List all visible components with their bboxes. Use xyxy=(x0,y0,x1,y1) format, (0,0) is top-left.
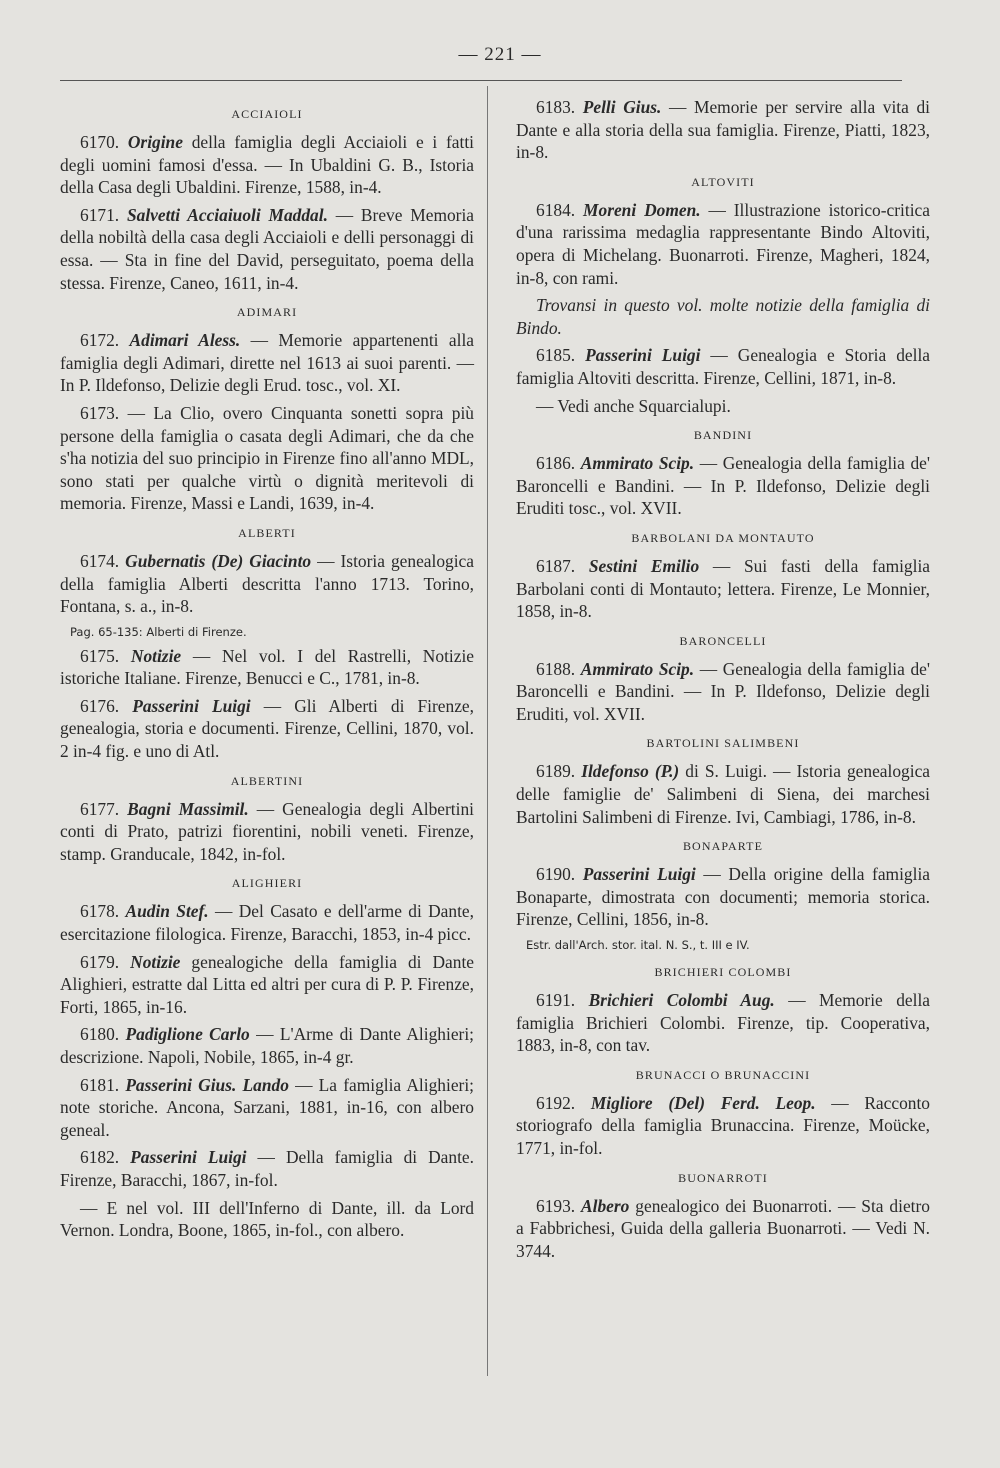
bibliography-entry xyxy=(516,989,930,1057)
entry-text: — L'Arme di Dante Alighieri; descrizione. Napoli, Nobile, 1865, in-4 gr. xyxy=(60,1024,474,1067)
bibliography-entry xyxy=(60,1197,474,1242)
entry-author: Bagni Massimil. xyxy=(127,798,249,819)
entry-text: di S. Luigi. — Istoria genealogica delle famiglie de' Salimbeni di Siena, dei marchesi Bartolini Salimbeni di Firenze. Ivi, Cambiagi, 1786, in-8. xyxy=(516,761,931,827)
section-heading: BANDINI xyxy=(693,428,753,443)
entry-text: della famiglia degli Acciaioli e i fatti degli uomini famosi d'essa. — In Ubaldini G. B., Istoria della Casa degli Ubaldini. Firenze, 1588, in-4. xyxy=(60,132,474,198)
bibliography-entry xyxy=(516,344,930,389)
entry-author: Notizie xyxy=(130,951,181,972)
entry-number: 6193. xyxy=(536,1195,582,1216)
bibliography-entry xyxy=(516,452,930,520)
entry-text: — Memorie appartenenti alla famiglia degli Adimari, dirette nel 1613 ai suoi parenti. — In P. Ildefonso, Delizie degli Erud. tosc., vol. XI. xyxy=(60,330,475,396)
entry-text: — Del Casato e dell'arme di Dante, esercitazione filologica. Firenze, Baracchi, 1853, in-4 picc. xyxy=(60,901,474,945)
bibliography-entry xyxy=(60,1023,474,1068)
entry-note: Estr. dall'Arch. stor. ital. N. S., t. III e IV. xyxy=(526,938,750,953)
entry-text: — Genealogia della famiglia de' Baroncelli e Bandini. — In P. Ildefonso, Delizie degli Eruditi tosc., vol. XVII. xyxy=(516,453,931,519)
entry-author: Adimari Aless. xyxy=(129,330,241,351)
entry-text: genealogico dei Buonarroti. — Sta dietro a Fabbrichesi, Guida della galleria Buonarroti. — Vedi N. 3744. xyxy=(516,1195,930,1261)
bibliography-entry xyxy=(60,951,474,1019)
entry-note: Pag. 65-135: Alberti di Firenze. xyxy=(70,624,247,639)
header-rule xyxy=(60,80,902,81)
bibliography-entry xyxy=(516,760,930,828)
entry-author: Ammirato Scip. xyxy=(580,453,695,474)
entry-author: Padiglione Carlo xyxy=(125,1024,250,1045)
bibliography-entry xyxy=(516,863,930,931)
entry-author: Ildefonso (P.) xyxy=(581,761,680,782)
bibliography-entry xyxy=(516,96,930,164)
entry-author: Ammirato Scip. xyxy=(580,658,695,679)
entry-text: — Memorie della famiglia Brichieri Colombi. Firenze, tip. Cooperativa, 1883, in-8, con tav. xyxy=(516,990,930,1056)
bibliography-entry xyxy=(60,131,474,199)
entry-text: — La famiglia Alighieri; note storiche. Ancona, Sarzani, 1881, in-16, con albero geneal. xyxy=(60,1074,474,1140)
entry-number: 6191. xyxy=(536,990,589,1011)
bibliography-entry xyxy=(516,658,930,726)
bibliography-entry xyxy=(516,395,930,418)
entry-number: 6190. xyxy=(536,864,583,885)
section-heading: ALIGHIERI xyxy=(231,876,303,891)
bibliography-entry xyxy=(60,329,474,397)
entry-author: Passerini Gius. Lando xyxy=(125,1074,289,1095)
entry-text: — Illustrazione istorico-critica d'una rarissima medaglia rappresentante Bindo Altoviti, opera di Michelang. Buonarroti. Firenze, Magheri, 1824, in-8, con rami. xyxy=(516,199,930,288)
entry-text: — Genealogia e Storia della famiglia Altoviti descritta. Firenze, Cellini, 1871, in-8. xyxy=(516,345,931,388)
entry-number: 6188. xyxy=(536,658,581,679)
entry-author: Moreni Domen. xyxy=(583,199,701,220)
entry-number: 6177. xyxy=(80,798,128,819)
entry-author: Salvetti Acciaiuoli Maddal. xyxy=(126,204,328,225)
entry-number: 6176. xyxy=(80,695,133,716)
entry-number: 6184. xyxy=(536,199,584,220)
bibliography-entry xyxy=(60,1074,474,1142)
section-heading: ADIMARI xyxy=(236,305,298,320)
entry-number: 6185. xyxy=(536,345,586,366)
section-heading: BARONCELLI xyxy=(679,633,767,648)
bibliography-entry xyxy=(60,645,474,690)
entry-number: 6173. xyxy=(80,402,128,423)
entry-number: 6192. xyxy=(536,1092,591,1113)
entry-text: — Vedi anche Squarcialupi. xyxy=(536,395,731,416)
bibliography-entry xyxy=(60,1146,474,1191)
entry-text: — E nel vol. III dell'Inferno di Dante, ill. da Lord Vernon. Londra, Boone, 1865, in-fol., con albero. xyxy=(60,1197,474,1241)
entry-author: Notizie xyxy=(130,645,182,666)
bibliography-entry xyxy=(60,695,474,763)
bibliography-entry xyxy=(60,900,474,945)
entry-text: — Genealogia della famiglia de' Baroncelli e Bandini. — In P. Ildefonso, Delizie degli Eruditi, vol. XVII. xyxy=(516,658,931,724)
entry-number: 6187. xyxy=(536,555,589,576)
entry-text: — Nel vol. I del Rastrelli, Notizie istoriche Italiane. Firenze, Benucci e C., 1781, in-8. xyxy=(60,645,474,689)
bibliography-entry xyxy=(60,204,474,294)
entry-author: Sestini Emilio xyxy=(588,555,700,576)
entry-text: — Breve Memoria della nobiltà della casa degli Acciaioli e delli personaggi di essa. — Sta in fine del David, perseguitato, poema della stessa. Firenze, Caneo, 1611, in-4. xyxy=(60,204,475,293)
entry-number: 6180. xyxy=(80,1024,126,1045)
entry-number: 6189. xyxy=(536,761,582,782)
entry-text: — Sui fasti della famiglia Barbolani conti di Montauto; lettera. Firenze, Le Monnier, 1858, in-8. xyxy=(516,555,931,622)
entry-text: — Della origine della famiglia Bonaparte, dimostrata con documenti; memoria storica. Firenze, Cellini, 1856, in-8. xyxy=(516,864,930,930)
entry-author: Passerini Luigi xyxy=(132,695,251,716)
entry-text: — Genealogia degli Albertini conti di Prato, patrizi fiorentini, nobili veneti. Firenze, stamp. Granducale, 1842, in-fol. xyxy=(60,798,474,864)
entry-text: — Della famiglia di Dante. Firenze, Baracchi, 1867, in-fol. xyxy=(60,1147,474,1190)
entry-number: 6181. xyxy=(80,1074,126,1095)
section-heading: BARTOLINI SALIMBENI xyxy=(646,736,800,751)
bibliography-entry xyxy=(60,798,474,866)
section-heading: BARBOLANI DA MONTAUTO xyxy=(631,530,815,545)
section-heading: BONAPARTE xyxy=(682,839,764,854)
section-heading: BRUNACCI O BRUNACCINI xyxy=(635,1067,811,1082)
entry-number: 6170. xyxy=(80,132,128,152)
entry-text: genealogiche della famiglia di Dante Alighieri, estratte dal Litta ed altri per cura di P. P. Firenze, Forti, 1865, in-16. xyxy=(60,951,475,1017)
entry-text: — Gli Alberti di Firenze, genealogia, storia e documenti. Firenze, Cellini, 1870, vol. 2 in-4 fig. e uno di Atl. xyxy=(60,695,474,762)
section-heading: ALBERTI xyxy=(238,525,296,540)
right-column xyxy=(516,96,930,1267)
entry-text: — Istoria genealogica della famiglia Alberti descritta l'anno 1713. Torino, Fontana, s. a., in-8. xyxy=(60,550,474,617)
entry-author: Pelli Gius. xyxy=(582,97,662,117)
entry-author: Migliore (Del) Ferd. Leop. xyxy=(590,1092,816,1113)
entry-number: 6186. xyxy=(536,453,581,474)
bibliography-entry xyxy=(60,550,474,618)
bibliography-entry xyxy=(60,402,474,515)
section-heading: ACCIAIOLI xyxy=(231,107,303,121)
section-heading: BUONARROTI xyxy=(678,1170,768,1185)
entry-author: Audin Stef. xyxy=(125,901,209,922)
bibliography-entry xyxy=(516,555,930,623)
bibliography-entry xyxy=(516,1092,930,1160)
entry-number: 6171. xyxy=(80,204,127,225)
entry-text: — Memorie per servire alla vita di Dante e alla storia della sua famiglia. Firenze, Piatti, 1823, in-8. xyxy=(516,97,930,163)
bibliography-entry xyxy=(516,199,930,289)
entry-text: — Racconto storiografo della famiglia Brunaccina. Firenze, Moücke, 1771, in-fol. xyxy=(516,1092,930,1158)
section-heading: ALTOVITI xyxy=(691,174,755,189)
entry-author: Gubernatis (De) Giacinto xyxy=(125,550,312,571)
entry-number: 6174. xyxy=(80,550,126,571)
entry-number: 6179. xyxy=(80,951,131,972)
left-column xyxy=(60,96,474,1247)
entry-author: Passerini Luigi xyxy=(582,864,696,885)
entry-number: 6182. xyxy=(80,1147,131,1168)
entry-note: Trovansi in questo vol. molte notizie della famiglia di Bindo. xyxy=(516,295,930,338)
entry-author: Albero xyxy=(581,1195,630,1216)
bibliography-entry xyxy=(516,1195,930,1263)
entry-number: 6183. xyxy=(536,97,583,117)
entry-author: Passerini Luigi xyxy=(130,1147,247,1168)
entry-author: Origine xyxy=(127,132,183,152)
entry-number: 6178. xyxy=(80,901,126,922)
entry-number: 6175. xyxy=(80,645,131,666)
page-number: — 221 — xyxy=(458,44,542,65)
entry-text: — La Clio, overo Cinquanta sonetti sopra più persone della famiglia o casata degli Adimari, che da che s'ha notizia del suo principio in Firenze fino all'anno MDL, sono stati per qualche virtù o dignità meritevoli di memoria. Firenze, Massi e Landi, 1639, in-4. xyxy=(60,402,475,514)
column-divider xyxy=(487,86,488,1376)
section-heading: ALBERTINI xyxy=(230,773,304,788)
entry-author: Brichieri Colombi Aug. xyxy=(588,990,775,1011)
entry-number: 6172. xyxy=(80,330,130,351)
entry-author: Passerini Luigi xyxy=(585,345,701,366)
section-heading: BRICHIERI COLOMBI xyxy=(654,965,792,980)
